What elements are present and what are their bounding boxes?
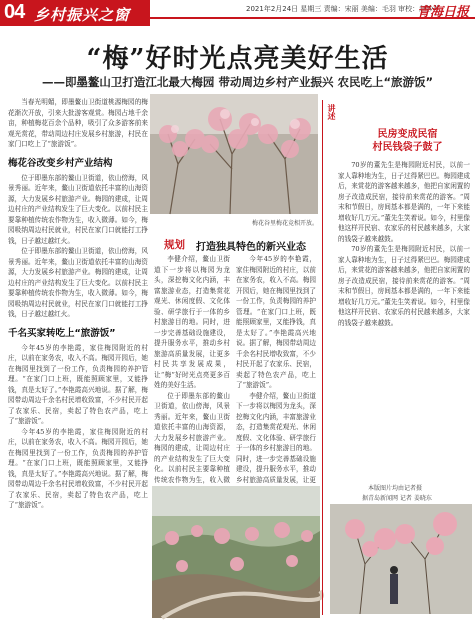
intro-paragraph: 当春光明媚，即墨鳌山卫街道桃源梅园的梅花渐次开放，引来大批游客观赏。梅园占地千余亩，种植梅花百余个品种，吸引了众多游客前来观光赏花，带动周边村庄发展乡村旅游，村民在家门口吃上了“旅游饭”。 xyxy=(8,98,148,148)
masthead xyxy=(0,0,475,26)
mid-paragraph-4: 李健介绍，鳌山卫街道下一步将以梅园为龙头，深挖梅文化内涵，丰富旅游业态，打造集赏花观光、休闲度假、文化体验、研学旅行于一体的乡村旅游目的地。同时，进一步完善基础设施建设，提升服务水平，推动乡村旅游高质量发展，让更 xyxy=(236,391,316,484)
section1-paragraph: 位于即墨东部的鳌山卫街道，依山傍海，风景秀丽。近年来，鳌山卫街道依托丰富的山海资源，大力发展乡村旅游产业。梅园的建成，让周边村庄的产业结构发生了巨大变化。以前村民主要靠种植传统农作物为生，收入微薄。如今，梅园吸纳周边村民就业，村民在家门口就能打工挣钱，日子越过越红火。 xyxy=(8,173,148,245)
headline: “梅”好时光点亮美好生活 xyxy=(86,44,389,74)
newspaper-logo: 青海日报 xyxy=(416,5,469,20)
subhead: ——即墨鳌山卫打造江北最大梅园 带动周边乡村产业振兴 农民吃上“旅游饭” xyxy=(41,75,434,89)
mid-paragraph-3: 今年45岁的李艳霞，家住梅园附近的村庄，以前在家务农，收入不高。梅园开园后，她在梅园里找到了一份工作，负责梅园的养护管理。“在家门口上班，既能照顾家里，又能挣钱，真是太好了。”李艳霞高兴地说。据了解，梅园带动周边千余名村民增收致富，不少村民开起了农家乐、民宿，卖起了特色农产品，吃上了“旅游饭”。 xyxy=(236,255,316,389)
side-column xyxy=(338,160,470,478)
side-tag: 讲述 xyxy=(327,104,336,120)
mid-column-right xyxy=(236,254,316,484)
side-title-text: 民房变成民宿 村民钱袋子鼓了 xyxy=(372,129,443,153)
side-paragraph-2: 70岁的董先生是梅园附近村民，以前一家人靠种地为生，日子过得紧巴巴。梅园建成后，来赏花的游客越来越多，他把自家闲置的房子改造成民宿，接待前来赏花的游客。“周末和节假日，房间基本都是满的，一年下来能增收好几万元。”董先生笑着说。如今，村里像他这样开民宿、农家乐的村民越来越多，大家的钱袋子越来越鼓。 xyxy=(338,245,470,327)
garden-landscape-photo xyxy=(152,486,320,618)
side-credit: 本版图片均由记者摄 xyxy=(368,485,423,492)
mid-column-left xyxy=(154,254,230,484)
section2-paragraph: 今年45岁的李艳霞，家住梅园附近的村庄，以前在家务农，收入不高。梅园开园后，她在梅园里找到了一份工作，负责梅园的养护管理。“在家门口上班，既能照顾家里，又能挣钱，真是太好了。”李艳霞高兴地说。据了解，梅园带动周边千余名村民增收致富，不少村民开起了农家乐、民宿，卖起了特色农产品，吃上了“旅游饭”。 xyxy=(8,343,148,425)
masthead-banner xyxy=(0,0,150,26)
page-number: 04 xyxy=(4,1,25,23)
intro-column xyxy=(8,97,148,617)
mid-section-title: 打造独具特色的新兴业态 xyxy=(196,242,306,253)
side-credit-2: 据青岛新闻网 记者 姜晓东 xyxy=(362,495,432,502)
side-story-title xyxy=(345,128,470,154)
section2-paragraph-2: 今年45岁的李艳霞，家住梅园附近的村庄，以前在家务农，收入不高。梅园开园后，她在梅园里找到了一份工作，负责梅园的养护管理。“在家门口上班，既能照顾家里，又能挣钱，真是太好了。”李艳霞高兴地说。据了解，梅园带动周边千余名村民增收致富，不少村民开起了农家乐、民宿，卖起了特色农产品，吃上了“旅游饭”。 xyxy=(8,427,148,509)
side-paragraph: 70岁的董先生是梅园附近村民，以前一家人靠种地为生，日子过得紧巴巴。梅园建成后，来赏花的游客越来越多，他把自家闲置的房子改造成民宿，接待前来赏花的游客。“周末和节假日，房间基本都是满的，一年下来能增收好几万元。”董先生笑着说。如今，村里像他这样开民宿、农家乐的村民越来越多，大家的钱袋子越来越鼓。 xyxy=(338,161,470,243)
section-name: 乡村振兴之窗 xyxy=(34,6,131,24)
mid-title-tag: 规划 xyxy=(164,239,185,251)
mid-paragraph: 李健介绍，鳌山卫街道下一步将以梅园为龙头，深挖梅文化内涵，丰富旅游业态，打造集赏花观光、休闲度假、文化体验、研学旅行于一体的乡村旅游目的地。同时，进一步完善基础设施建设，提升服务水平，推动乡村旅游高质量发展，让更多村民共享发展成果，让“梅”好时光点亮更多百姓的美好生活。 xyxy=(154,255,230,389)
section1-title: 梅花谷改变乡村产业结构 xyxy=(8,157,113,169)
section1-paragraph-2: 位于即墨东部的鳌山卫街道，依山傍海，风景秀丽。近年来，鳌山卫街道依托丰富的山海资源，大力发展乡村旅游产业。梅园的建成，让周边村庄的产业结构发生了巨大变化。以前村民主要靠种植传统农作物为生，收入微薄。如今，梅园吸纳周边村民就业，村民在家门口就能打工挣钱，日子越过越红火。 xyxy=(8,247,148,318)
mid-paragraph-2: 位于即墨东部的鳌山卫街道，依山傍海，风景秀丽。近年来，鳌山卫街道依托丰富的山海资源，大力发展乡村旅游产业。梅园的建成，让周边村庄的产业结构发生了巨大变化。以前村民主要靠种植传统农作物为生，收入微 xyxy=(154,391,230,484)
plum-garden-photo xyxy=(150,94,318,214)
photo-caption: 梅花谷里梅花竞相开放。 xyxy=(252,220,319,227)
section2-title: 千名买家转吃上“旅游饭” xyxy=(8,327,116,339)
visitors-photo xyxy=(330,504,472,614)
dateline: 2021年2月24日 星期三 责编：宋丽 美编：毛羽 审校：赵妙芹 xyxy=(246,5,441,13)
column-divider xyxy=(322,100,323,615)
